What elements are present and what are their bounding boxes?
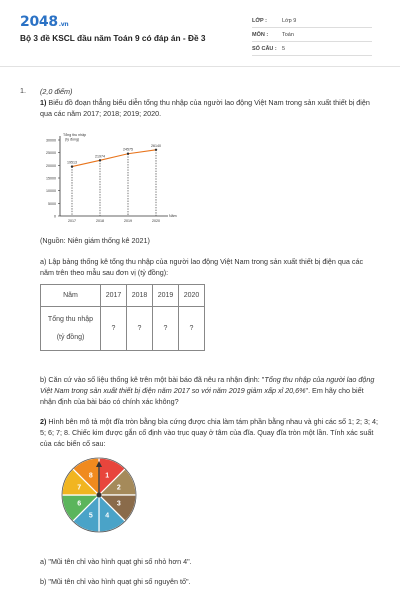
part-a-text: a) Lập bảng thống kê tổng thu nhập của người lao động Việt Nam trong sản xuất thiết bị điện qua các năm trên theo mẫu sau đơn vị (tỷ đồng): <box>40 257 364 277</box>
part2-text <box>40 416 378 449</box>
meta-value: 5 <box>282 45 286 52</box>
data-label: 19513 <box>67 160 77 165</box>
y-tick-label: 20000 <box>46 163 56 168</box>
x-axis-label: Năm <box>169 214 177 218</box>
table-cell: ? <box>153 307 179 351</box>
row-label-line: (tỷ đồng) <box>56 333 85 341</box>
part-b-quote: Tổng thu nhập của người lao động Việt Nam trong sản xuất thiết bị điện năm 2017 so với năm 2019 giảm xấp xỉ 20,6% <box>40 375 375 395</box>
page-header <box>0 0 400 68</box>
y-tick-label: 0 <box>54 214 56 219</box>
statistics-table <box>40 284 205 351</box>
question-number: 1. <box>20 86 26 95</box>
wheel-sector-label: 1 <box>105 472 110 480</box>
data-label: 24575 <box>123 147 133 152</box>
table-header-row <box>41 285 205 307</box>
spinner-wheel <box>58 454 140 536</box>
data-point <box>155 149 157 151</box>
question-intro <box>40 86 378 119</box>
part2-label: 2) <box>40 417 47 426</box>
part-b-prefix: b) Căn cứ vào số liệu thống kê trên một bài báo đã nêu ra nhận định: " <box>40 375 265 384</box>
y-tick-label: 30000 <box>46 138 56 143</box>
y-tick-label: 10000 <box>46 189 56 194</box>
meta-row-grade <box>252 14 372 28</box>
table-header-cell: 2020 <box>179 285 205 307</box>
exam-meta <box>252 14 372 56</box>
wheel-sector-label: 3 <box>116 500 121 508</box>
chart-source: (Nguồn: Niên giám thống kê 2021) <box>40 236 150 245</box>
question-points: (2,0 điểm) <box>40 87 73 96</box>
y-tick-label: 25000 <box>46 151 56 156</box>
part1-label: 1) <box>40 98 47 107</box>
data-point <box>127 153 129 155</box>
event-b-text: b) "Mũi tên chỉ vào hình quạt ghi số nguyên tố". <box>40 577 191 586</box>
site-logo[interactable]: 2048.vn <box>20 14 69 30</box>
meta-row-subject <box>252 28 372 42</box>
wheel-sector-label: 5 <box>88 512 93 520</box>
wheel-sector-label: 2 <box>116 484 121 492</box>
table-header-cell: 2019 <box>153 285 179 307</box>
x-tick-label: 2017 <box>68 219 76 223</box>
meta-value: Lớp 9 <box>282 17 297 24</box>
table-cell: ? <box>179 307 205 351</box>
part-b-suffix: ". Em hãy cho biết nhận định của bài báo có chính xác không? <box>40 386 364 406</box>
table-header-cell: 2017 <box>101 285 127 307</box>
data-label: 26140 <box>151 143 161 148</box>
meta-key: SỐ CÂU : <box>252 45 277 52</box>
table-row-label <box>41 307 101 351</box>
table-row <box>41 307 205 351</box>
page-title: Bộ 3 đề KSCL đầu năm Toán 9 có đáp án - Đề 3 <box>20 33 206 43</box>
wheel-hub <box>97 493 102 498</box>
y-tick-label: 15000 <box>46 176 56 181</box>
x-tick-label: 2018 <box>96 219 104 223</box>
row-label-line: Tổng thu nhập <box>47 315 94 323</box>
meta-key: LỚP : <box>252 17 267 24</box>
table-cell: ? <box>127 307 153 351</box>
table-header-cell: 2018 <box>127 285 153 307</box>
header-divider <box>0 66 400 67</box>
x-tick-label: 2019 <box>124 219 132 223</box>
income-line-chart <box>30 130 178 226</box>
x-tick-label: 2020 <box>152 219 160 223</box>
meta-key: MÔN : <box>252 31 269 38</box>
wheel-sector-label: 8 <box>88 472 93 480</box>
data-point <box>71 165 73 167</box>
series-label: Tổng thu nhập <box>63 133 87 137</box>
meta-row-question-count <box>252 42 372 56</box>
wheel-sector-label: 7 <box>77 484 82 492</box>
series-unit-label: (tỷ đồng) <box>65 137 80 142</box>
table-header-cell: Năm <box>41 285 101 307</box>
wheel-sector-label: 4 <box>105 512 110 520</box>
part1-text: Biểu đồ đoạn thẳng biểu diễn tổng thu nhập của người lao động Việt Nam trong sản xuất thiết bị điện qua các năm 2017; 2018; 2019; 2020. <box>40 98 370 118</box>
data-point <box>99 159 101 161</box>
event-a-text: a) "Mũi tên chỉ vào hình quạt ghi số nhỏ hơn 4". <box>40 557 192 566</box>
part-b-text <box>40 374 378 407</box>
data-label: 21974 <box>95 154 105 159</box>
y-tick-label: 5000 <box>48 201 56 206</box>
part2-body: Hình bên mô tả một đĩa tròn bằng bìa cứng được chia làm tám phần bằng nhau và ghi các số 1; 2; 3; 4; 5; 6; 7; 8. Chiếc kim được gắn cố định vào trục quay ở tâm của đĩa. Quay đĩa tròn một lần. Tính xác suất của các biến cố sau: <box>40 417 378 448</box>
chart-svg <box>30 130 178 226</box>
wheel-sector-label: 6 <box>77 500 82 508</box>
table-cell: ? <box>101 307 127 351</box>
meta-value: Toán <box>282 31 294 38</box>
